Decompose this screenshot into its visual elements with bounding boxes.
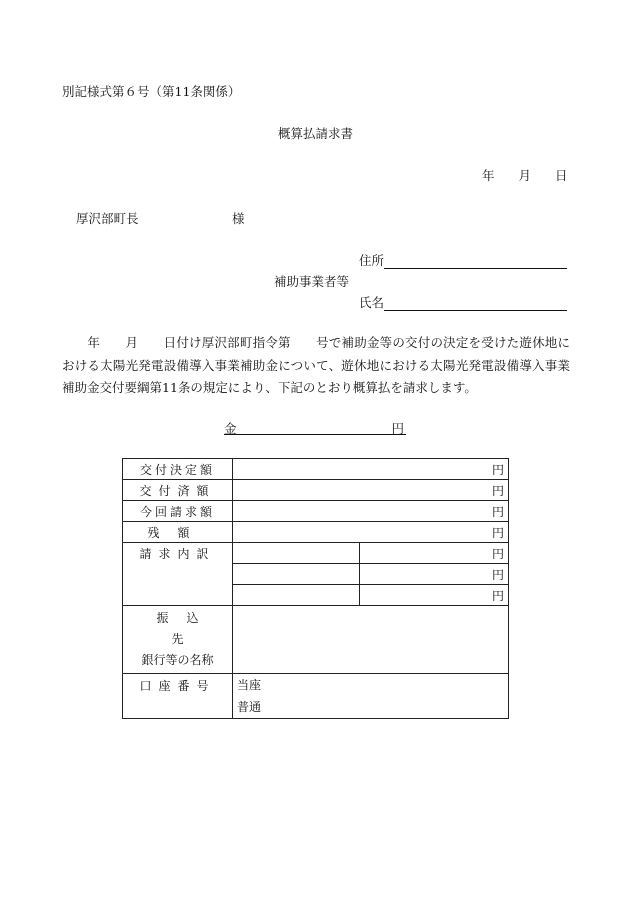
account-type-current: 当座 <box>237 678 262 692</box>
value-paid[interactable]: 円 <box>233 480 509 501</box>
table-row-current <box>123 501 509 522</box>
label-paid: 交付済額 <box>123 480 233 501</box>
label-current: 今回請求額 <box>123 501 233 522</box>
date-day: 日 <box>555 168 568 183</box>
value-granted[interactable]: 円 <box>233 459 509 480</box>
breakdown-item-3[interactable] <box>233 585 360 606</box>
amount-prefix: 金 <box>224 421 237 436</box>
breakdown-amount-3[interactable]: 円 <box>360 585 509 606</box>
breakdown-amount-2[interactable]: 円 <box>360 564 509 585</box>
addressee <box>76 209 139 227</box>
table-row-paid <box>123 480 509 501</box>
label-account: 口座番号 <box>123 674 233 719</box>
table-row-granted <box>123 459 509 480</box>
label-granted: 交付決定額 <box>123 459 233 480</box>
applicant-group-label: 補助事業者等 <box>274 274 350 289</box>
address-field[interactable] <box>359 251 567 269</box>
label-breakdown: 請求内訳 <box>123 543 233 606</box>
value-current[interactable]: 円 <box>233 501 509 522</box>
table-row-bank <box>123 606 509 674</box>
request-table <box>122 458 509 719</box>
value-bank[interactable] <box>233 606 509 674</box>
date-line <box>482 166 568 184</box>
name-label: 氏名 <box>359 295 385 310</box>
address-label: 住所 <box>359 253 385 268</box>
date-year: 年 <box>482 168 495 183</box>
address-blank[interactable] <box>384 255 567 269</box>
breakdown-item-2[interactable] <box>233 564 360 585</box>
account-type-ordinary: 普通 <box>237 700 262 714</box>
label-bank: 振込先 銀行等の名称 <box>123 606 233 674</box>
amount-underline[interactable] <box>224 419 406 435</box>
name-blank[interactable] <box>384 297 567 311</box>
addressee-name: 厚沢部町長 <box>76 211 139 226</box>
breakdown-item-1[interactable] <box>233 543 360 564</box>
addressee-honorific: 様 <box>232 211 245 226</box>
label-remaining: 残額 <box>123 522 233 543</box>
table-row-account <box>123 674 509 719</box>
value-remaining[interactable]: 円 <box>233 522 509 543</box>
amount-suffix: 円 <box>391 421 405 436</box>
amount-line[interactable] <box>224 419 406 436</box>
value-account[interactable] <box>233 674 509 719</box>
table-row-breakdown-1 <box>123 543 509 564</box>
body-paragraph: 年 月 日付け厚沢部町指令第 号で補助金等の交付の決定を受けた遊休地における太陽光発電設備導入事業補助金について、遊休地における太陽光発電設備導入事業補助金交付要綱第11条の規定により、下記のとおり概算払を請求します。 <box>62 335 570 395</box>
document-title: 概算払請求書 <box>278 126 354 141</box>
breakdown-amount-1[interactable]: 円 <box>360 543 509 564</box>
date-month: 月 <box>518 168 532 183</box>
form-number: 別記様式第６号（第11条関係） <box>62 84 241 99</box>
name-field[interactable] <box>359 293 567 311</box>
table-row-remaining <box>123 522 509 543</box>
